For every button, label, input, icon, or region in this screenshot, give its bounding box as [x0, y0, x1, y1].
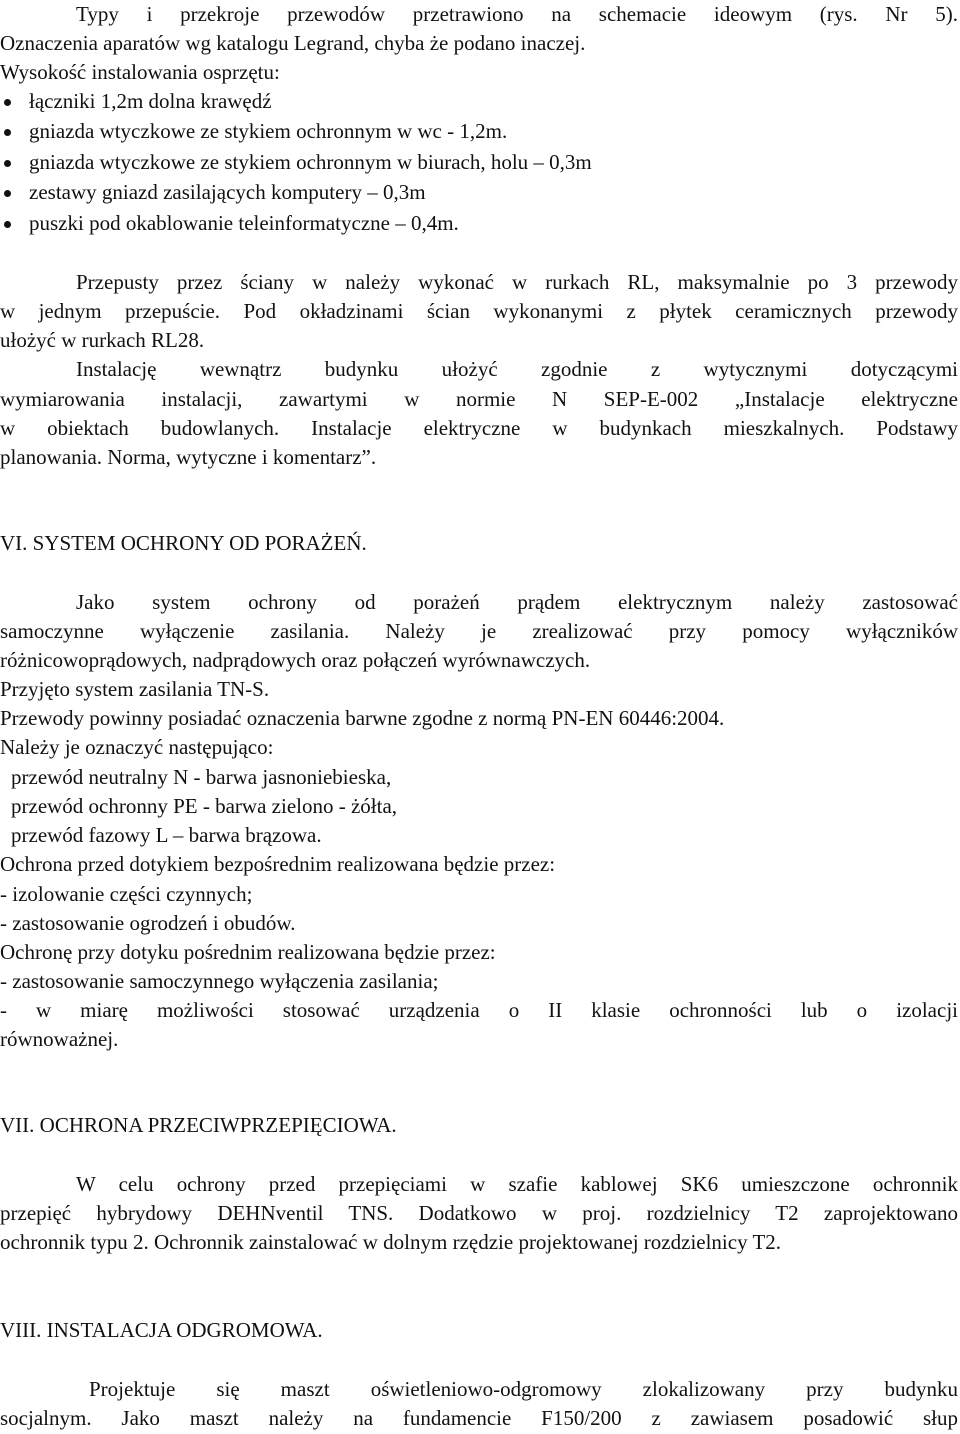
paragraph-line: różnicowoprądowych, nadprądowych oraz połączeń wyrównawczych. [0, 648, 591, 672]
paragraph-line: Ochronę przy dotyku pośrednim realizowana będzie przez: [0, 940, 496, 964]
paragraph-line: Należy je oznaczyć następująco: [0, 735, 274, 759]
paragraph-line: - w miarę możliwości stosować urządzenia o II klasie ochronności lub o izolacji [0, 998, 958, 1022]
paragraph-line: przewód neutralny N - barwa jasnoniebieska, [11, 765, 392, 789]
paragraph-line: przewód fazowy L – barwa brązowa. [11, 823, 322, 847]
paragraph-line: Instalację wewnątrz budynku ułożyć zgodnie z wytycznymi dotyczącymi [76, 357, 958, 381]
paragraph-line: Ochrona przed dotykiem bezpośrednim realizowana będzie przez: [0, 852, 556, 876]
bullet-icon [4, 221, 11, 228]
section-heading: VII. OCHRONA PRZECIWPRZEPIĘCIOWA. [0, 1113, 397, 1137]
paragraph-line: - zastosowanie ogrodzeń i obudów. [0, 911, 296, 935]
list-item-text: gniazda wtyczkowe ze stykiem ochronnym w wc - 1,2m. [29, 119, 508, 143]
paragraph-line: Oznaczenia aparatów wg katalogu Legrand, chyba że podano inaczej. [0, 31, 586, 55]
paragraph-line: Przyjęto system zasilania TN-S. [0, 677, 270, 701]
paragraph-line: ułożyć w rurkach RL28. [0, 328, 205, 352]
list-item-text: zestawy gniazd zasilających komputery – 0,3m [29, 180, 426, 204]
paragraph-line: Wysokość instalowania osprzętu: [0, 60, 280, 84]
paragraph-line: przepięć hybrydowy DEHNventil TNS. Dodatkowo w proj. rozdzielnicy T2 zaprojektowano [0, 1201, 958, 1225]
paragraph-line: - izolowanie części czynnych; [0, 882, 253, 906]
paragraph-line: Typy i przekroje przewodów przetrawiono na schemacie ideowym (rys. Nr 5). [76, 2, 958, 26]
list-item-text: puszki pod okablowanie teleinformatyczne – 0,4m. [29, 211, 459, 235]
paragraph-line: Przewody powinny posiadać oznaczenia barwne zgodne z normą PN-EN 60446:2004. [0, 706, 725, 730]
paragraph-line: wymiarowania instalacji, zawartymi w normie N SEP-E-002 „Instalacje elektryczne [0, 387, 958, 411]
paragraph-line: socjalnym. Jako maszt należy na fundamencie F150/200 z zawiasem posadowić słup [0, 1406, 958, 1430]
paragraph-line: Przepusty przez ściany w należy wykonać w rurkach RL, maksymalnie po 3 przewody [76, 270, 958, 294]
bullet-icon [4, 129, 11, 136]
paragraph-line: równoważnej. [0, 1027, 119, 1051]
list-item-text: łączniki 1,2m dolna krawędź [29, 89, 272, 113]
paragraph-line: W celu ochrony przed przepięciami w szafie kablowej SK6 umieszczone ochronnik [76, 1172, 958, 1196]
paragraph-line: planowania. Norma, wytyczne i komentarz”. [0, 445, 377, 469]
paragraph-line: - zastosowanie samoczynnego wyłączenia zasilania; [0, 969, 439, 993]
bullet-icon [4, 160, 11, 167]
paragraph-line: samoczynne wyłączenie zasilania. Należy je zrealizować przy pomocy wyłączników [0, 619, 958, 643]
paragraph-line: w obiektach budowlanych. Instalacje elektryczne w budynkach mieszkalnych. Podstawy [0, 416, 958, 440]
bullet-icon [4, 190, 11, 197]
section-heading: VI. SYSTEM OCHRONY OD PORAŻEŃ. [0, 531, 367, 555]
section-heading: VIII. INSTALACJA ODGROMOWA. [0, 1318, 323, 1342]
paragraph-line: w jednym przepuście. Pod okładzinami ścian wykonanymi z płytek ceramicznych przewody [0, 299, 958, 323]
paragraph-line: Jako system ochrony od porażeń prądem elektrycznym należy zastosować [76, 590, 958, 614]
list-item-text: gniazda wtyczkowe ze stykiem ochronnym w biurach, holu – 0,3m [29, 150, 592, 174]
paragraph-line: przewód ochronny PE - barwa zielono - żółta, [11, 794, 398, 818]
paragraph-line: Projektuje się maszt oświetleniowo-odgromowy zlokalizowany przy budynku [89, 1377, 958, 1401]
bullet-icon [4, 99, 11, 106]
paragraph-line: ochronnik typu 2. Ochronnik zainstalować w dolnym rzędzie projektowanej rozdzielnicy T2. [0, 1230, 782, 1254]
